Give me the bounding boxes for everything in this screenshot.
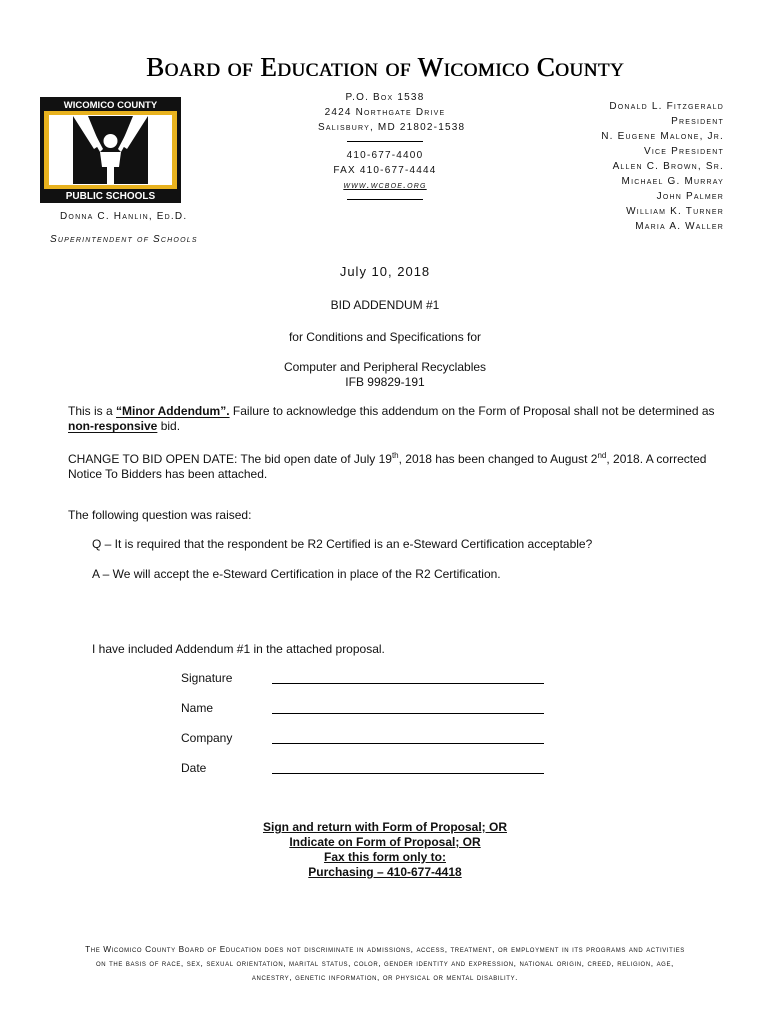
board-member: Allen C. Brown, Sr. bbox=[612, 161, 724, 172]
board-member: Michael G. Murray bbox=[621, 176, 724, 187]
return-instructions bbox=[0, 820, 770, 880]
board-role: President bbox=[671, 116, 724, 127]
question-intro: The following question was raised: bbox=[68, 508, 252, 522]
non-discrimination-footer bbox=[30, 942, 740, 984]
question-text: Q – It is required that the respondent be R2 Certified is an e-Steward Certification acceptable? bbox=[92, 537, 593, 551]
instruction-line: Indicate on Form of Proposal; OR bbox=[289, 835, 481, 849]
non-responsive-label: non-responsive bbox=[68, 419, 158, 433]
address-city: Salisbury, MD 21802-1538 bbox=[318, 122, 466, 133]
page-title: Board of Education of Wicomico County bbox=[145, 52, 625, 82]
name-field[interactable] bbox=[272, 713, 544, 714]
address-block bbox=[318, 90, 466, 206]
address-street: 2424 Northgate Drive bbox=[324, 107, 446, 118]
date-field[interactable] bbox=[272, 773, 544, 774]
footer-line: on the basis of race, sex, sexual orientation, marital status, color, gender identity and expression, national origin, creed, religion, age, bbox=[96, 958, 674, 968]
included-statement: I have included Addendum #1 in the attached proposal. bbox=[92, 642, 385, 656]
phone-number: 410-677-4400 bbox=[346, 150, 424, 161]
instruction-line: Purchasing – 410-677-4418 bbox=[308, 865, 462, 879]
signature-field[interactable] bbox=[272, 683, 544, 684]
addendum-subheading: for Conditions and Specifications for bbox=[288, 330, 482, 344]
minor-addendum-label: “Minor Addendum”. bbox=[116, 404, 230, 418]
board-members-list bbox=[601, 99, 724, 234]
signature-label: Signature bbox=[181, 671, 233, 685]
address-po-box: P.O. Box 1538 bbox=[345, 92, 425, 103]
date-label: Date bbox=[181, 761, 207, 775]
instruction-line: Fax this form only to: bbox=[323, 850, 446, 864]
ifb-number: IFB 99829-191 bbox=[345, 375, 425, 389]
project-name: Computer and Peripheral Recyclables bbox=[283, 360, 487, 374]
instruction-line: Sign and return with Form of Proposal; OR bbox=[262, 820, 507, 834]
superintendent-title: Superintendent of Schools bbox=[50, 234, 198, 245]
footer-line: ancestry, genetic information, or physical or mental disability. bbox=[251, 972, 519, 982]
bid-date-change-paragraph: CHANGE TO BID OPEN DATE: The bid open date of July 19th, 2018 has been changed to August 2nd, 2018. A corrected Notice To Bidders has been attached. bbox=[68, 451, 707, 481]
company-field[interactable] bbox=[272, 743, 544, 744]
minor-addendum-paragraph: This is a “Minor Addendum”. Failure to acknowledge this addendum on the Form of Proposal shall not be determined as non-responsive bid. bbox=[68, 404, 715, 433]
logo-bottom-text: PUBLIC SCHOOLS bbox=[65, 191, 156, 202]
answer-text: A – We will accept the e-Steward Certification in place of the R2 Certification. bbox=[92, 567, 501, 581]
name-label: Name bbox=[181, 701, 214, 715]
fax-number: FAX 410-677-4444 bbox=[333, 165, 437, 176]
website-link[interactable]: www.wcboe.org bbox=[343, 180, 427, 191]
divider bbox=[347, 141, 423, 142]
logo-top-text: WICOMICO COUNTY bbox=[63, 100, 158, 111]
board-member: Maria A. Waller bbox=[635, 221, 724, 232]
company-label: Company bbox=[181, 731, 233, 745]
board-member: John Palmer bbox=[656, 191, 724, 202]
footer-line: The Wicomico County Board of Education does not discriminate in admissions, access, treatment, or employment in its programs and activities bbox=[85, 944, 685, 954]
divider bbox=[347, 199, 423, 200]
superintendent-name: Donna C. Hanlin, Ed.D. bbox=[60, 211, 188, 222]
letter-date: July 10, 2018 bbox=[339, 264, 431, 279]
addendum-heading: BID ADDENDUM #1 bbox=[330, 298, 440, 312]
board-member: N. Eugene Malone, Jr. bbox=[601, 131, 724, 142]
school-logo bbox=[40, 97, 181, 203]
board-member: Donald L. Fitzgerald bbox=[609, 101, 724, 112]
board-member: William K. Turner bbox=[626, 206, 724, 217]
board-role: Vice President bbox=[644, 146, 724, 157]
